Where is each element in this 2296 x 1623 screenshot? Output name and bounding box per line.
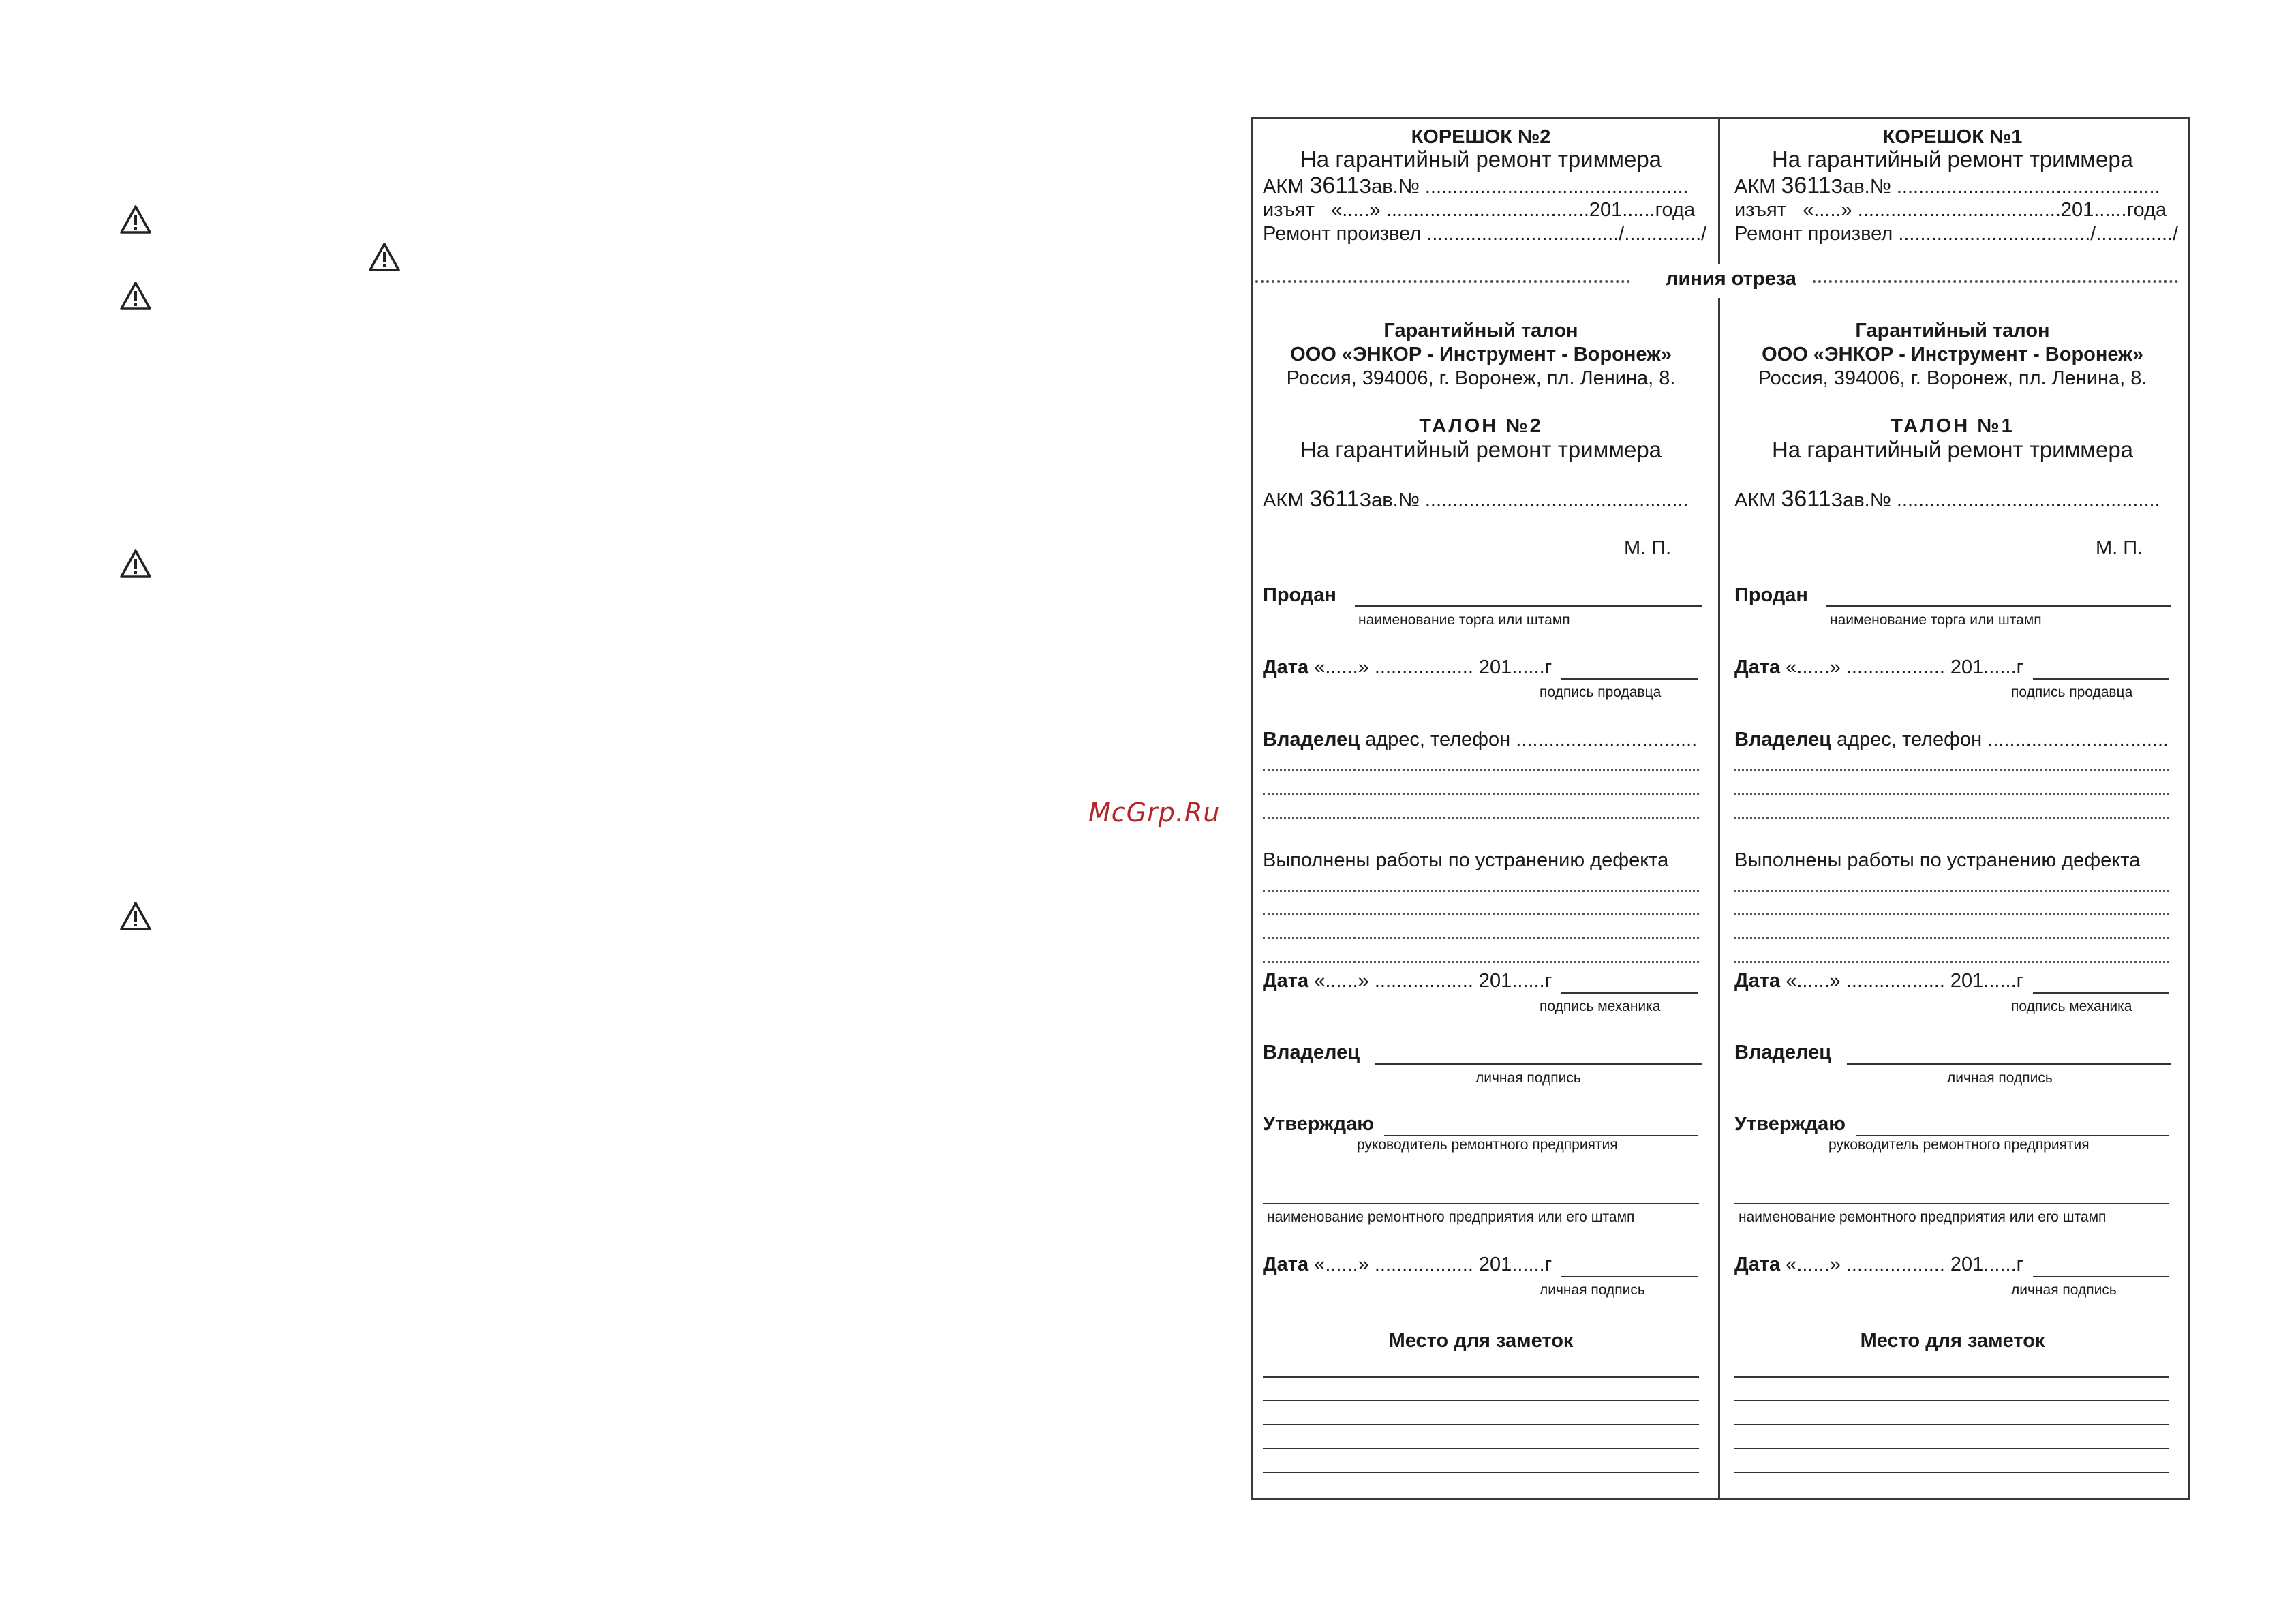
warning-triangle-icon (119, 901, 152, 931)
cut-line-dots-right (1813, 280, 2178, 283)
model-code: 3611 (1309, 172, 1360, 198)
repair-label: Ремонт произвел (1734, 223, 1893, 245)
final-signature-caption: личная подпись (1540, 1282, 1645, 1298)
model-prefix: АКМ (1263, 176, 1304, 198)
works-dotted-line (1734, 937, 2169, 939)
owner-signature-label: Владелец (1263, 1042, 1360, 1063)
owner-value: адрес, телефон (1365, 729, 1511, 750)
owner-label: Владелец (1734, 729, 1832, 750)
owner-dots: ................................. (1987, 729, 2169, 750)
enterprise-line (1263, 1203, 1699, 1204)
watermark: McGrp.Ru (1088, 798, 1221, 828)
notes-line (1734, 1448, 2169, 1449)
stub-title: КОРЕШОК №2 (1411, 126, 1551, 148)
column-divider-top (1718, 117, 1720, 264)
notes-line (1734, 1472, 2169, 1473)
serial-label: Зав.№ (1831, 176, 1891, 198)
serial-label: Зав.№ (1831, 489, 1891, 511)
works-dotted-line (1263, 913, 1699, 915)
mechanic-signature-caption: подпись механика (1540, 999, 1661, 1014)
owner-signature-caption: личная подпись (1947, 1070, 2053, 1086)
seller-signature-caption: подпись продавца (1540, 684, 1662, 700)
owner-dotted-line (1734, 793, 2169, 795)
date-label: Дата (1734, 970, 1781, 992)
mechanic-signature-caption: подпись механика (2011, 999, 2132, 1014)
coupon-subtitle: На гарантийный ремонт триммера (1300, 437, 1662, 462)
works-dotted-line (1734, 890, 2169, 892)
repair-value: .................................../............../ (1898, 223, 2179, 245)
serial-dots: ................................................ (1896, 176, 2160, 198)
date-value: «......» .................. 201......г (1314, 1254, 1552, 1275)
repair-label: Ремонт произвел (1263, 223, 1422, 245)
warning-triangle-icon (368, 242, 401, 272)
taken-label: изъят (1734, 199, 1786, 221)
enterprise-caption: наименование ремонтного предприятия или его штамп (1739, 1209, 2107, 1225)
date-value: «......» .................. 201......г (1786, 1254, 2024, 1275)
warranty-company: ООО «ЭНКОР - Инструмент - Воронеж» (1290, 344, 1672, 365)
seller-signature-caption: подпись продавца (2011, 684, 2133, 700)
sold-caption: наименование торга или штамп (1830, 612, 2042, 628)
stub-repair-row (1263, 222, 1706, 245)
owner-signature-line (1375, 1063, 1702, 1065)
approve-line (1384, 1135, 1698, 1136)
date-label: Дата (1263, 970, 1309, 992)
coupon-title: ТАЛОН №1 (1891, 415, 2015, 437)
notes-line (1263, 1400, 1699, 1401)
stub-serial-row (1263, 174, 1689, 198)
date-label: Дата (1734, 1254, 1781, 1275)
stub-serial-row (1734, 174, 2160, 198)
serial-dots: ................................................ (1424, 489, 1689, 511)
date-value: «......» .................. 201......г (1314, 656, 1552, 678)
owner-dotted-line (1263, 817, 1699, 819)
enterprise-line (1734, 1203, 2169, 1204)
final-signature-caption: личная подпись (2011, 1282, 2117, 1298)
mechanic-date-row (1734, 969, 2023, 992)
final-signature-line (1561, 1276, 1698, 1277)
model-prefix: АКМ (1263, 489, 1304, 511)
model-prefix: АКМ (1734, 489, 1776, 511)
notes-title: Место для заметок (1388, 1330, 1574, 1352)
mechanic-date-row (1263, 969, 1552, 992)
owner-row (1263, 728, 1697, 751)
approve-label: Утверждаю (1263, 1113, 1375, 1135)
coupon-serial-row (1734, 487, 2160, 512)
final-signature-line (2033, 1276, 2169, 1277)
mechanic-signature-line (2033, 992, 2169, 994)
warning-triangle-icon (119, 281, 152, 311)
serial-label: Зав.№ (1359, 176, 1420, 198)
stamp-label: М. П. (2096, 537, 2143, 559)
final-date-row (1734, 1253, 2023, 1276)
stub-repair-row (1734, 222, 2178, 245)
cut-line-label: линия отреза (1642, 268, 1820, 290)
taken-label: изъят (1263, 199, 1315, 221)
model-code: 3611 (1781, 486, 1831, 512)
notes-line (1263, 1472, 1699, 1473)
sold-caption: наименование торга или штамп (1358, 612, 1570, 628)
owner-row (1734, 728, 2169, 751)
owner-signature-caption: личная подпись (1475, 1070, 1581, 1086)
owner-dotted-line (1263, 769, 1699, 771)
works-dotted-line (1734, 913, 2169, 915)
approve-line (1856, 1135, 2169, 1136)
warranty-company: ООО «ЭНКОР - Инструмент - Воронеж» (1762, 344, 2143, 365)
warranty-title: Гарантийный талон (1855, 320, 2050, 342)
notes-line (1263, 1424, 1699, 1425)
notes-line (1263, 1448, 1699, 1449)
works-dotted-line (1263, 937, 1699, 939)
date-label: Дата (1734, 656, 1781, 678)
works-label: Выполнены работы по устранению дефекта (1263, 849, 1669, 871)
sold-line (1826, 605, 2171, 607)
seller-signature-line (2033, 678, 2169, 680)
works-dotted-line (1263, 961, 1699, 963)
date-label: Дата (1263, 1254, 1309, 1275)
date-value: «......» .................. 201......г (1786, 970, 2024, 992)
serial-dots: ................................................ (1896, 489, 2160, 511)
approve-label: Утверждаю (1734, 1113, 1846, 1135)
coupon-title: ТАЛОН №2 (1419, 415, 1543, 437)
works-label: Выполнены работы по устранению дефекта (1734, 849, 2141, 871)
model-prefix: АКМ (1734, 176, 1776, 198)
stub-taken-row (1263, 198, 1695, 222)
sale-date-row (1734, 656, 2023, 679)
sale-date-row (1263, 656, 1552, 679)
stub-taken-row (1734, 198, 2167, 222)
repair-value: .................................../............../ (1426, 223, 1707, 245)
cut-line-dots-left (1255, 280, 1630, 283)
stub-title: КОРЕШОК №1 (1882, 126, 2023, 148)
owner-dots: ................................. (1516, 729, 1698, 750)
taken-value: «.....» .....................................201......года (1803, 199, 2167, 221)
notes-line (1734, 1424, 2169, 1425)
warning-triangle-icon (119, 204, 152, 234)
final-date-row (1263, 1253, 1552, 1276)
enterprise-caption: наименование ремонтного предприятия или его штамп (1267, 1209, 1635, 1225)
date-value: «......» .................. 201......г (1314, 970, 1552, 992)
serial-dots: ................................................ (1424, 176, 1689, 198)
taken-value: «.....» .....................................201......года (1331, 199, 1696, 221)
notes-line (1734, 1376, 2169, 1378)
warranty-address: Россия, 394006, г. Воронеж, пл. Ленина, 8. (1758, 367, 2147, 389)
warranty-address: Россия, 394006, г. Воронеж, пл. Ленина, 8. (1286, 367, 1676, 389)
column-divider-bottom (1718, 298, 1720, 1500)
approve-caption: руководитель ремонтного предприятия (1357, 1137, 1618, 1153)
owner-dotted-line (1734, 769, 2169, 771)
owner-label: Владелец (1263, 729, 1360, 750)
notes-line (1263, 1376, 1699, 1378)
stub-subtitle: На гарантийный ремонт триммера (1771, 147, 2134, 172)
sold-line (1355, 605, 1702, 607)
model-code: 3611 (1781, 172, 1831, 198)
cut-line (1247, 264, 2185, 298)
sold-label: Продан (1263, 584, 1336, 606)
warning-triangle-icon (119, 549, 152, 579)
notes-line (1734, 1400, 2169, 1401)
works-dotted-line (1263, 890, 1699, 892)
owner-signature-line (1847, 1063, 2171, 1065)
seller-signature-line (1561, 678, 1698, 680)
approve-caption: руководитель ремонтного предприятия (1828, 1137, 2090, 1153)
warranty-title: Гарантийный талон (1383, 320, 1578, 342)
model-code: 3611 (1309, 486, 1360, 512)
mechanic-signature-line (1561, 992, 1698, 994)
stamp-label: М. П. (1624, 537, 1672, 559)
coupon-subtitle: На гарантийный ремонт триммера (1771, 437, 2134, 462)
owner-value: адрес, телефон (1837, 729, 1983, 750)
owner-dotted-line (1263, 793, 1699, 795)
stub-subtitle: На гарантийный ремонт триммера (1300, 147, 1662, 172)
date-value: «......» .................. 201......г (1786, 656, 2024, 678)
serial-label: Зав.№ (1359, 489, 1420, 511)
works-dotted-line (1734, 961, 2169, 963)
coupon-serial-row (1263, 487, 1689, 512)
owner-dotted-line (1734, 817, 2169, 819)
date-label: Дата (1263, 656, 1309, 678)
owner-signature-label: Владелец (1734, 1042, 1832, 1063)
notes-title: Место для заметок (1860, 1330, 2045, 1352)
sold-label: Продан (1734, 584, 1808, 606)
